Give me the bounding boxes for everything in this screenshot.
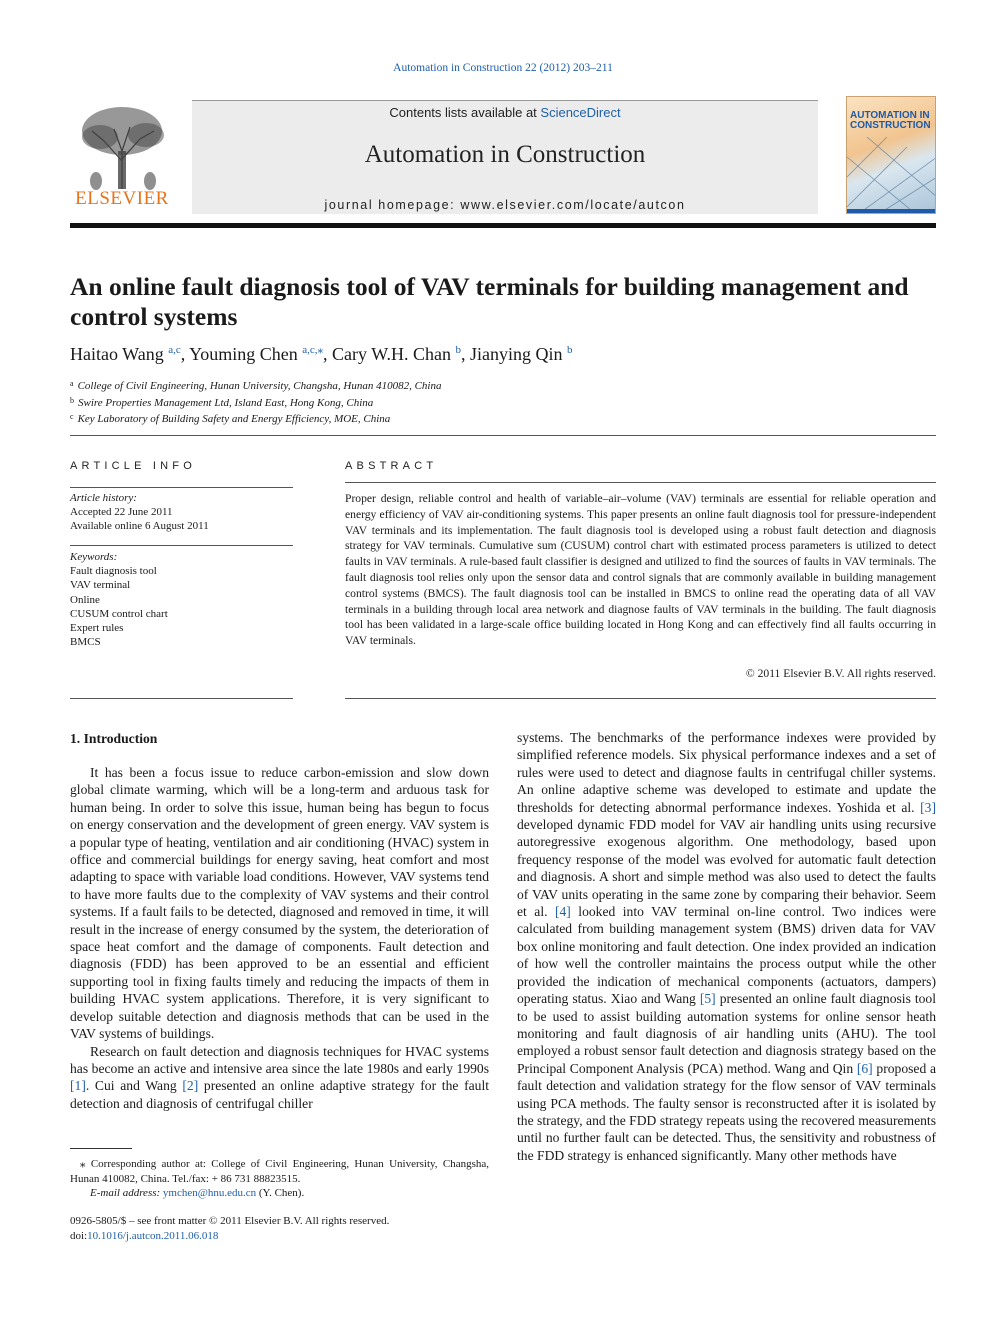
journal-cover-thumbnail[interactable] [846,96,936,214]
citation-link[interactable]: Automation in Construction 22 (2012) 203–211 [393,62,613,74]
author-affiliation-mark[interactable]: a,c [168,344,181,356]
elsevier-wordmark: ELSEVIER [75,188,169,209]
keyword-item: Fault diagnosis tool [70,565,157,578]
author-name: Cary W.H. Chan [332,344,452,364]
homepage-link[interactable]: www.elsevier.com/locate/autcon [460,198,686,212]
keyword-item: BMCS [70,636,101,649]
journal-header [70,93,936,223]
affiliation-item: $^c$ Key Laboratory of Building Safety and Energy Efficiency, MOE, China [70,412,391,425]
reference-link[interactable]: [3] [920,799,936,815]
reference-link[interactable]: [1] [70,1078,86,1094]
keyword-item: Expert rules [70,622,124,635]
email-link[interactable]: ymchen@hnu.edu.cn [162,1187,257,1199]
page-footer [70,1214,389,1243]
abstract-text: Proper design, reliable control and health of variable–air–volume (VAV) terminals are essential for reliable operation and energy efficiency of VAV air-conditioning systems. This paper presents an online fault diagnosis tool for pressure-independent VAV terminals and its implementation. The fault diagnosis tool is developed using a robust fault detection and diagnosis strategy for VAV terminals. Cumulative sum (CUSUM) control chart with estimated process parameters is utilized to detect faults in VAV terminals. A rule-based fault classifier is designed and utilized to find the sources of faults in VAV terminals. The fault diagnosis tool relies only upon the sensor data and control signals that are commonly available in building management control systems (BMCS). The fault diagnosis tool can be installed in BMCS to online read the operating data of all VAV terminals in a building through local area network and diagnose faults of VAV terminals in the building. The fault diagnosis tool has been validated in a large-scale office building located in Hong Kong and can effectively find all faults occurring in VAV terminals. [345,492,936,648]
contents-line: Contents lists available at ScienceDirect [389,105,621,120]
intro-paragraph: systems. The benchmarks of the performance indexes were provided by simplified reference models. Six physical performance indexes and a set of rules were used to detect and diagnose faults in centrifugal chiller systems. An online adaptive scheme was developed to estimate and update the thresholds for detecting abnormal performance indexes. Yoshida et al. [3] developed dynamic FDD model for VAV air handling units using recursive autoregressive exogenous algorithm. One methodology, based upon frequency response of the model was evolved for automatic fault detection and diagnosis. A short and simple method was also used to detect the faults of VAV units operating in the same zone by comparing their behavior. Seem et al. [4] looked into VAV terminal on-line control. Two indices were calculated from building management system (BMS) driven data for VAV box online monitoring and fault detection. One index provided an indication of how well the controller maintains the process output while the other provided the indication of mechanical components (actuators, dampers) operating status. Xiao and Wang [5] presented an online fault diagnosis tool to be used to assist building automation systems for online sensor heath monitoring and fault diagnosis of air handling units (AHU). The tool employed a robust sensor fault detection and diagnosis strategy based on the Principal Component Analysis (PCA) method. Wang and Qin [6] proposed a fault detection and validation strategy for the flow sensor of VAV terminals using PCA methods. The faulty sensor is reconstructed after it is isolated by the strategy, and the FDD strategy repeats using the recovered measurements until no further fault can be detected. Thus, the sensitivity and robustness of the FDD strategy is enhanced significantly. Many other methods have [517,730,936,1163]
left-column [70,764,489,1112]
accepted-date: Accepted 22 June 2011 [70,506,173,519]
footnote-rule [70,1148,132,1149]
journal-title: Automation in Construction [364,141,646,168]
abstract-divider [345,482,936,483]
abstract-divider [345,698,936,699]
info-divider [70,487,293,488]
abstract-copyright: © 2011 Elsevier B.V. All rights reserved. [745,667,936,680]
article-title: An online fault diagnosis tool of VAV terminals for building management and control systems [70,272,909,331]
reference-link[interactable]: [2] [182,1078,199,1094]
author-name: Haitao Wang [70,344,164,364]
corresponding-author-footnote: ⁎ Corresponding author at: College of Civil Engineering, Hunan University, Changsha, Hunan 410082, China. Tel./fax: + 86 731 88823515. E-mail address: ymchen@hnu.edu.cn (Y. Chen). [70,1158,489,1199]
issn-line: 0926-5805/$ – see front matter © 2011 Elsevier B.V. All rights reserved. [70,1215,390,1227]
right-column [517,729,936,1164]
info-divider [70,545,293,546]
corresponding-star-icon[interactable]: ⁎ [317,344,324,356]
reference-link[interactable]: [4] [554,904,571,920]
introduction-heading: 1. Introduction [70,731,158,746]
header-rule [70,223,936,228]
sciencedirect-link[interactable]: ScienceDirect [540,105,621,120]
author-list: Haitao Wang $^{a,c}$, Youming Chen $^{a,c,⁎}$, Cary W.H. Chan $^b$, Jianying Qin $^b$ [70,344,573,364]
abstract-heading: ABSTRACT [345,460,438,472]
reference-link[interactable]: [6] [856,1060,873,1076]
author-affiliation-mark[interactable]: b [455,344,462,356]
affiliation-item: $^b$ Swire Properties Management Ltd, Island East, Hong Kong, China [70,395,374,409]
author-name: Jianying Qin [470,344,563,364]
intro-paragraph: Research on fault detection and diagnosis techniques for HVAC systems has become an active and intensive area since the late 1980s and early 1990s [1]. Cui and Wang [2] presented an online adaptive strategy for the fault detection and diagnosis of centrifugal chiller [70,1043,489,1111]
affiliations [70,377,441,427]
keywords: Keywords: Fault diagnosis tool VAV terminal Online CUSUM control chart Expert rules BMCS [70,550,293,649]
affiliation-item: $^a$ College of Civil Engineering, Hunan University, Changsha, Hunan 410082, China [70,379,442,392]
author-affiliation-mark[interactable]: b [567,344,573,356]
online-date: Available online 6 August 2011 [70,520,209,533]
doi-link[interactable]: 10.1016/j.autcon.2011.06.018 [87,1229,219,1242]
section-divider [70,435,936,436]
article-history: Article history: Accepted 22 June 2011 Available online 6 August 2011 [70,491,293,534]
intro-paragraph: It has been a focus issue to reduce carbon-emission and slow down global climate warming, which will be a long-term and arduous task for human being. In order to solve this issue, human being has begun to focus on energy conservation and the development of green energy. VAV system is a popular type of heating, ventilation and air conditioning (HVAC) system in office and commercial buildings for energy saving, heat comfort and most adapting to space with variable load conditions. However, VAV systems tend to have more faults due to the complexity of VAV systems and their control systems. If a fault fails to be detected, diagnosed and removed in time, it will result in the increase of energy consumed by the system, the deterioration of space heat comfort and the damage of components. Fault detection and diagnosis (FDD) has been approved to be an essential and efficient supporting tool in fixing faults timely and reducing the impacts of them in building HVAC system applications. Therefore, it is very significant to develop suitable detection and diagnosis methods that can be used in the VAV systems of buildings. [70,765,489,1042]
reference-link[interactable]: [5] [699,991,716,1007]
info-divider [70,698,293,699]
article-info-heading: ARTICLE INFO [70,460,196,472]
doi-line: doi:10.1016/j.autcon.2011.06.018 [70,1229,219,1242]
journal-homepage: journal homepage: www.elsevier.com/locate/autcon [324,198,686,212]
cover-title: AUTOMATION IN CONSTRUCTION [850,110,931,131]
author-name: Youming Chen [189,344,298,364]
keyword-item: VAV terminal [70,579,131,592]
footnote-star-icon: ⁎ [80,1158,86,1170]
masthead [192,100,818,214]
author-affiliation-mark[interactable]: a,c,⁎ [302,344,324,356]
keyword-item: CUSUM control chart [70,607,168,620]
cover-artwork [847,137,936,214]
keyword-item: Online [70,593,100,606]
journal-citation[interactable] [0,62,992,74]
